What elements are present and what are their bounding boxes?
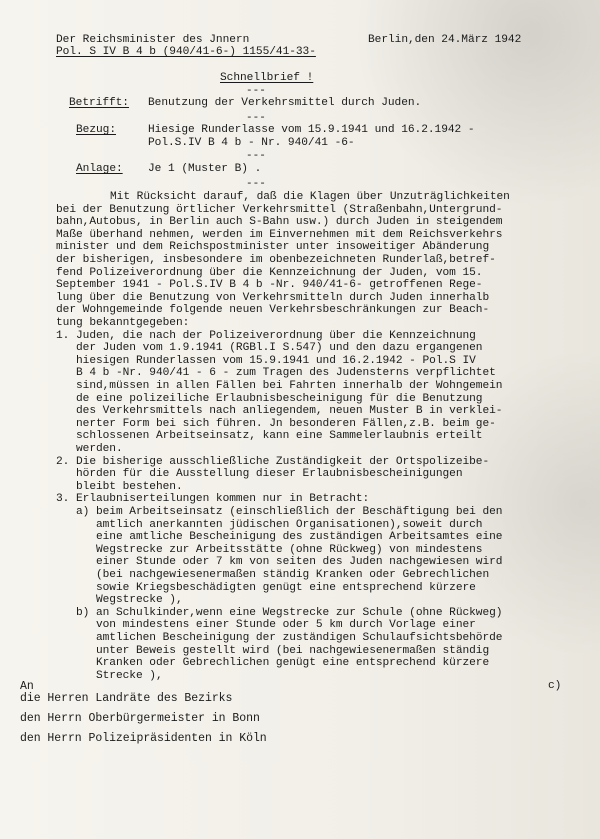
body-line: bei der Benutzung örtlicher Verkehrsmittel (Straßenbahn,Untergrund-	[56, 203, 503, 216]
body-line: amtlichen Bescheinigung der zuständigen Schulaufsichtsbehörde	[56, 632, 503, 644]
body-line: Wegstrecke ),	[56, 594, 183, 607]
body-line: 2. Die bisherige ausschließliche Zuständigkeit der Ortspolizeibe-	[56, 455, 490, 468]
body-line: tung bekanntgegeben:	[56, 317, 190, 329]
subject-label: Betrifft:	[69, 97, 129, 109]
separator: ---	[246, 112, 266, 124]
reference-line-2: Pol.S.IV B 4 b - Nr. 940/41 -6-	[148, 137, 355, 149]
document-type: Schnellbrief !	[220, 72, 314, 84]
body-line: unter Beweis gestellt wird (bei nachgewiesenermaßen ständig	[56, 644, 490, 657]
reference-label: Bezug:	[76, 124, 116, 136]
body-line: 3. Erlaubniserteilungen kommen nur in Betracht:	[56, 493, 370, 506]
recipient-1: die Herren Landräte des Bezirks	[20, 692, 233, 705]
body-line: 1. Juden, die nach der Polizeiverordnung über die Kennzeichnung	[56, 329, 476, 342]
body-line: von mindestens einer Stunde oder 5 km durch Vorlage einer	[56, 619, 476, 632]
body-line: minister und dem Reichspostminister unter insoweitiger Abänderung	[56, 241, 490, 254]
body-line: bleibt bestehen.	[56, 480, 183, 493]
recipients-label: An	[20, 680, 34, 693]
body-line: der Juden vom 1.9.1941 (RGBl.I S.547) und den dazu ergangenen	[56, 342, 483, 355]
body-line: der Wohngemeinde folgende neuen Verkehrsbeschränkungen zur Beach-	[56, 304, 490, 317]
separator: ---	[246, 150, 266, 162]
body-line: schlossenen Arbeitseinsatz, kann eine Sammelerlaubnis erteilt	[56, 430, 483, 443]
body-line: B 4 b -Nr. 940/41 - 6 - zum Tragen des Judensterns verpflichtet	[56, 367, 496, 380]
body-line: hiesigen Runderlassen vom 15.9.1941 und 16.2.1942 - Pol.S IV	[56, 354, 476, 367]
body-line: a) beim Arbeitseinsatz (einschließlich der Beschäftigung bei den	[56, 506, 503, 518]
body-line: Mit Rücksicht darauf, daß die Klagen über Unzuträglichkeiten	[110, 191, 510, 203]
body-line: amtlich anerkannten jüdischen Organisationen),soweit durch	[56, 518, 483, 531]
recipient-3: den Herrn Polizeipräsidenten in Köln	[20, 732, 267, 745]
body-line: lung über die Benutzung von Verkehrsmitteln durch Juden innerhalb	[56, 291, 490, 304]
body-line: des Verkehrsmittels nach anliegendem, neuen Muster B in verklei-	[56, 405, 503, 418]
body-line: Kranken oder Gebrechlichen genügt eine entsprechend kürzere	[56, 657, 490, 670]
body-line: sind,müssen in allen Fällen bei Fahrten innerhalb der Wohngemein	[56, 380, 503, 392]
body-line: bahn,Autobus, in Berlin auch S-Bahn usw.) durch Juden in steigendem	[56, 216, 503, 229]
body-line: Strecke ),	[56, 669, 163, 682]
file-reference: Pol. S IV B 4 b (940/41-6-) 1155/41-33-	[56, 46, 316, 58]
body-line: einer Stunde oder 7 km von seiten des Juden nachgewiesen wird	[56, 556, 503, 569]
body-line: fend Polizeiverordnung über die Kennzeichnung der Juden, vom 15.	[56, 266, 483, 279]
sender-line: Der Reichsminister des Jnnern	[56, 34, 250, 46]
reference-line-1: Hiesige Runderlasse vom 15.9.1941 und 16.2.1942 -	[148, 124, 475, 136]
separator: ---	[246, 178, 266, 190]
attachment-text: Je 1 (Muster B) .	[148, 163, 262, 175]
body-line: eine amtliche Bescheinigung des zuständigen Arbeitsamtes eine	[56, 531, 503, 544]
body-line: sowie Kriegsbeschädigten genügt eine entsprechend kürzere	[56, 581, 476, 594]
body-line: Wegstrecke zur Arbeitsstätte (ohne Rückweg) von mindestens	[56, 543, 483, 556]
body-line: de eine polizeiliche Erlaubnisbescheinigung für die Benutzung	[56, 392, 483, 405]
recipient-2: den Herrn Oberbürgermeister in Bonn	[20, 712, 260, 725]
separator: ---	[246, 85, 266, 97]
body-line: nerter Form bei sich führen. Jn besonderen Fällen,z.B. beim ge-	[56, 417, 496, 430]
body-line: b) an Schulkinder,wenn eine Wegstrecke zur Schule (ohne Rückweg)	[56, 606, 503, 619]
body-line: (bei nachgewiesenermaßen ständig Kranken oder Gebrechlichen	[56, 569, 490, 581]
body-line: werden.	[56, 443, 123, 455]
place-date: Berlin,den 24.März 1942	[368, 34, 522, 46]
subject-text: Benutzung der Verkehrsmittel durch Juden.	[148, 97, 422, 109]
body-line: der bisherigen, insbesondere im obenbezeichneten Runderlaß,betref-	[56, 254, 496, 266]
continuation-marker: c)	[548, 680, 562, 692]
attachment-label: Anlage:	[76, 163, 123, 175]
body-line: September 1941 - Pol.S.IV B 4 b -Nr. 940/41-6- getroffenen Rege-	[56, 279, 483, 292]
body-line: Maße überhand nehmen, werden im Einvernehmen mit dem Reichsverkehrs	[56, 228, 503, 241]
body-line: hörden für die Ausstellung dieser Erlaubnisbescheinigungen	[56, 468, 463, 481]
